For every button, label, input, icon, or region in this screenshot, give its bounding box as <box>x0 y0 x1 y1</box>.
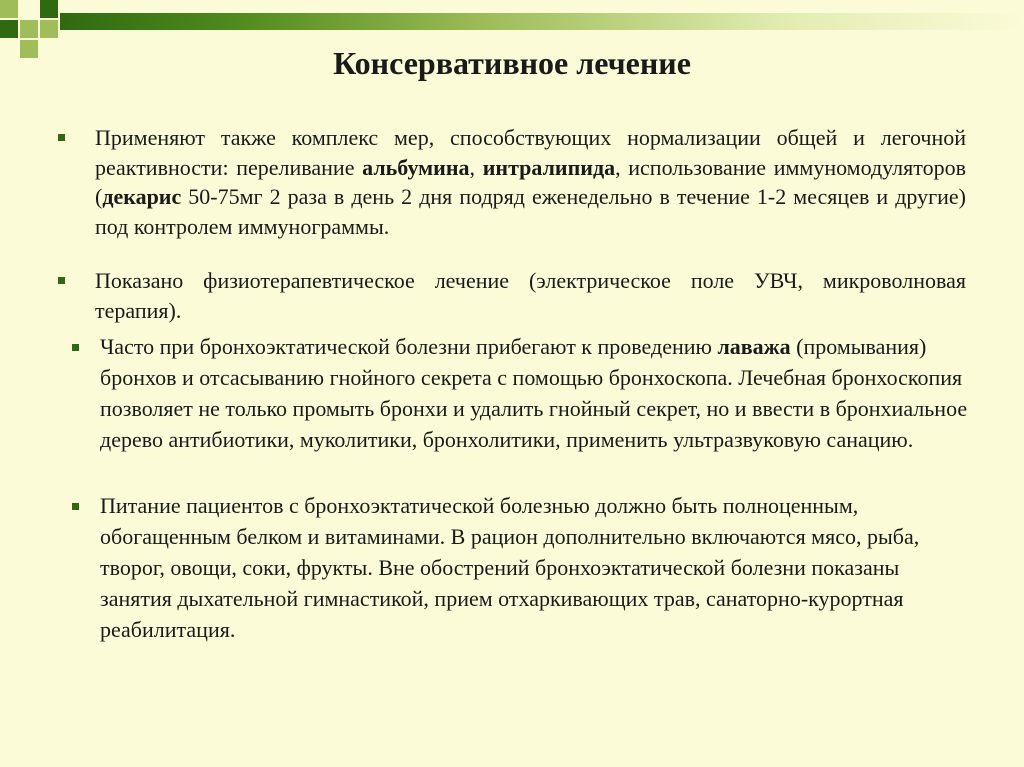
square-bullet-icon <box>72 503 79 510</box>
drug-name: альбумина <box>362 154 470 180</box>
header-gradient-bar <box>60 13 1024 30</box>
bullet-text: Показано физиотерапевтическое лечение (электрическое поле УВЧ, микроволновая терапия). <box>95 268 966 323</box>
bullet-item <box>72 490 972 645</box>
deco-square-light <box>40 20 58 38</box>
bullet-text: Питание пациентов с бронхоэктатической болезнью должно быть полноценным, обогащенным белком и витаминами. В рацион дополнительно включаются мясо, рыба, творог, овощи, соки, фрукты. Вне обострений бронхоэктатической болезни показаны занятия дыхательной гимнастикой, прием отхаркивающих трав, санаторно-курортная реабилитация. <box>100 493 920 642</box>
bullet-text: Применяют также комплекс мер, способствующих нормализации общей и легочной реактивности: переливание альбумина, интралипида, использование иммуномодуляторов (декарис 50-75мг 2 раза в день 2 дня подряд еженедельно в течение 1-2 месяцев и другие) под контролем иммунограммы. <box>95 125 966 239</box>
bullet-text: Часто при бронхоэктатической болезни прибегают к проведению лаважа (промывания) бронхов и отсасыванию гнойного секрета с помощью бронхоскопа. Лечебная бронхоскопия позволяет не только промыть бронхи и удалить гнойный секрет, но и ввести в бронхиальное дерево антибиотики, муколитики, бронхолитики, применить ультразвуковую санацию. <box>100 334 968 452</box>
deco-square-light <box>0 0 18 18</box>
drug-name: интралипида <box>482 154 616 180</box>
procedure-name: лаважа <box>717 334 791 359</box>
bullet-item <box>58 266 966 325</box>
drug-name: декарис <box>102 184 182 209</box>
bullet-item <box>58 123 966 241</box>
deco-square-light <box>20 20 38 38</box>
deco-square-dark <box>40 0 58 18</box>
square-bullet-icon <box>58 277 65 284</box>
square-bullet-icon <box>58 134 65 141</box>
slide-title: Консервативное лечение <box>333 45 691 81</box>
square-bullet-icon <box>72 344 79 351</box>
deco-square-dark <box>0 20 18 38</box>
bullet-item <box>72 331 972 455</box>
